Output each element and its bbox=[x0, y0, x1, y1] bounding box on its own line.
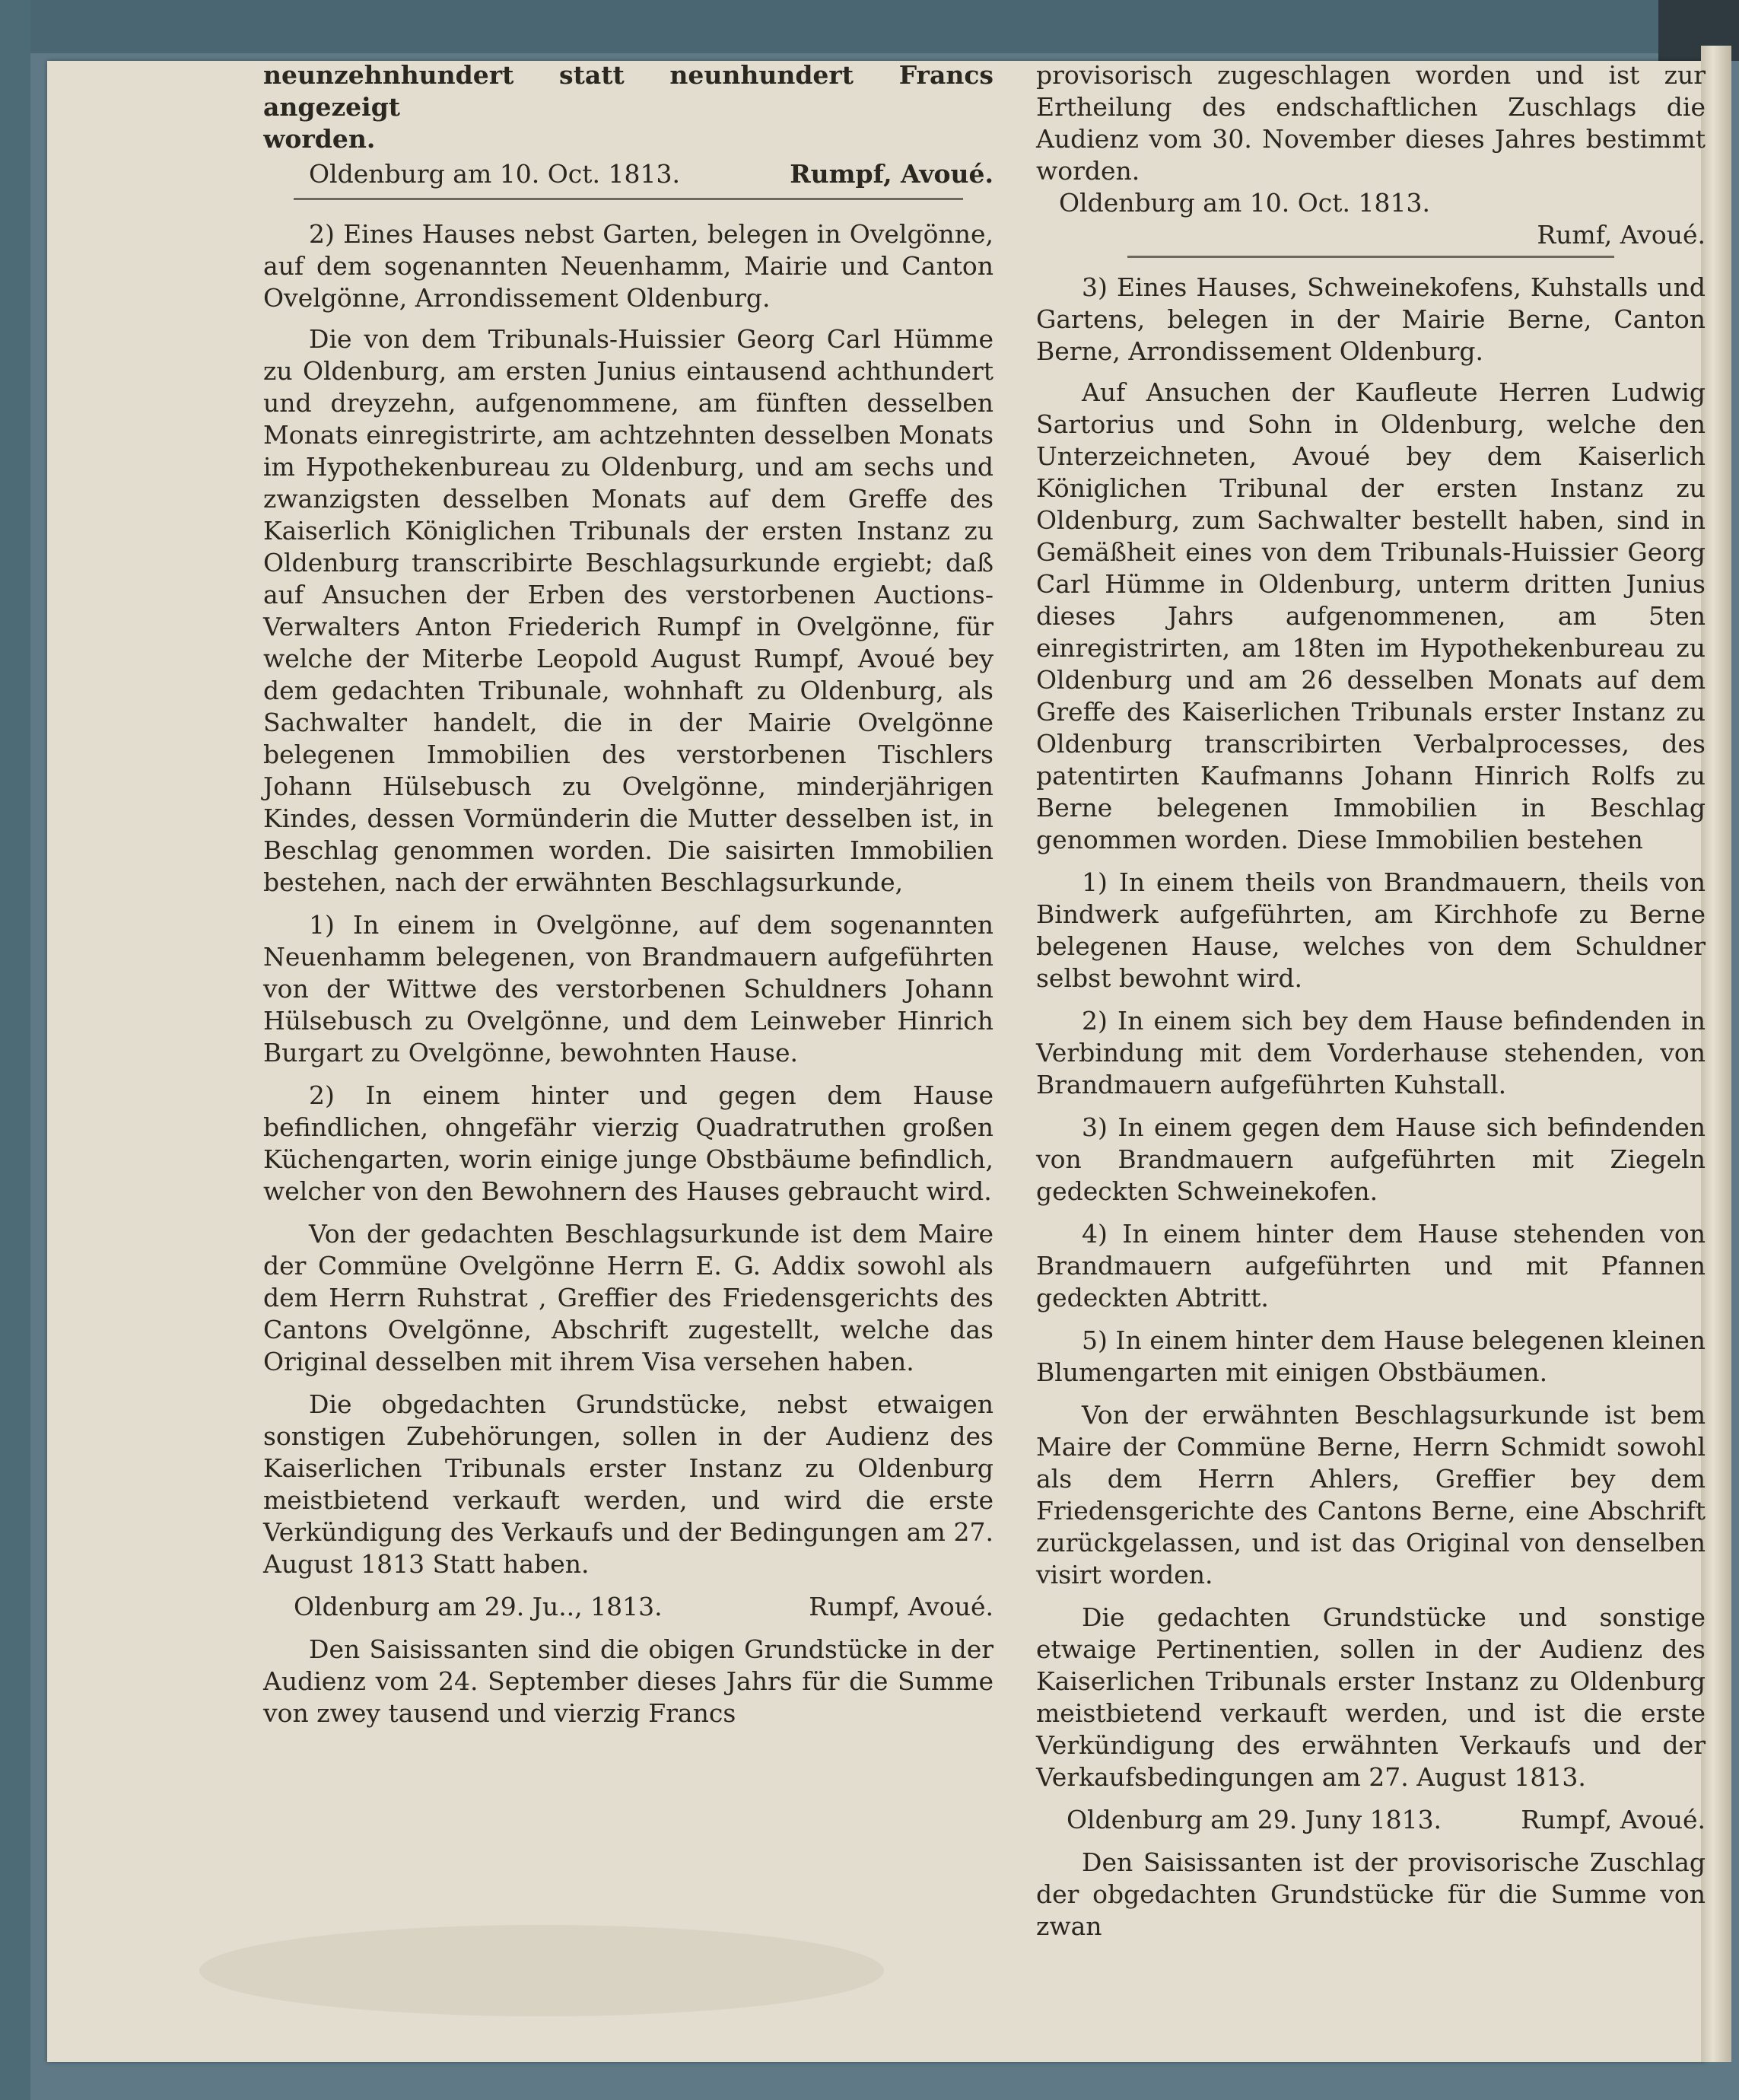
left-signature-2: Rumpf, Avoué. bbox=[809, 1592, 993, 1621]
right-para-5: 4) In einem hinter dem Hause stehenden von Brandmauern aufgeführten und mit Pfannen gedeckten Abtritt. bbox=[1036, 1219, 1706, 1312]
left-para-6: Den Saisissanten sind die obigen Grundstücke in der Audienz vom 24. September dieses Jahrs für die Summe von zwey tausend und vierzig Francs bbox=[263, 1634, 993, 1728]
left-column bbox=[263, 59, 993, 1740]
left-dateline-1 bbox=[263, 158, 993, 190]
left-dateline-2 bbox=[263, 1591, 993, 1623]
left-para-1: Die von dem Tribunals-Huissier Georg Carl Hümme zu Oldenburg, am ersten Junius eintausend achthundert und dreyzehn, aufgenommene, am fünften desselben Monats einregistrirte, am achtzehnten desselben Monats im Hypothekenbureau zu Oldenburg, und am sechs und zwanzigsten desselben Monats auf dem Greffe des Kaiserlich Königlichen Tribunals der ersten Instanz zu Oldenburg transcribirte Beschlagsurkunde ergiebt; daß auf Ansuchen der Erben des verstorbenen Auctions-Verwalters Anton Friederich Rumpf in Ovelgönne, für welche der Miterbe Leopold August Rumpf, Avoué bey dem gedachten Tribunale, wohnhaft zu Oldenburg, als Sachwalter handelt, die in der Mairie Ovelgönne belegenen Immobilien des verstorbenen Tischlers Johann Hülsebusch zu Ovelgönne, minderjährigen Kindes, dessen Vormünderin die Mutter desselben ist, in Beschlag genommen worden. Die saisirten Immobilien bestehen, nach der erwähnten Beschlagsurkunde, bbox=[263, 324, 993, 897]
left-top-line1: neunzehnhundert statt neunhundert Francs angezeigt bbox=[263, 60, 993, 122]
left-para-4: Von der gedachten Beschlagsurkunde ist dem Maire der Commüne Ovelgönne Herrn E. G. Addix sowohl als dem Herrn Ruhstrat , Greffier des Friedensgerichts des Cantons Ovelgönne, Abschrift zugestellt, welche das Original desselben mit ihrem Visa versehen haben. bbox=[263, 1219, 993, 1376]
page-fold bbox=[1701, 46, 1731, 2062]
paper-stain bbox=[199, 1925, 884, 2016]
right-item3-title: 3) Eines Hauses, Schweinekofens, Kuhstalls und Gartens, belegen in der Mairie Berne, Canton Berne, Arrondissement Oldenburg. bbox=[1036, 272, 1706, 366]
right-signature-1: Rumf, Avoué. bbox=[1537, 220, 1706, 250]
left-date-2: Oldenburg am 29. Ju.., 1813. bbox=[294, 1592, 663, 1621]
background-left bbox=[0, 0, 30, 2100]
left-item2-title: 2) Eines Hauses nebst Garten, belegen in Ovelgönne, auf dem sogenannten Neuenhamm, Mairie und Canton Ovelgönne, Arrondissement Oldenburg. bbox=[263, 219, 993, 313]
right-top-para: provisorisch zugeschlagen worden und ist zur Ertheilung des endschaftlichen Zuschlags die Audienz vom 30. November dieses Jahres bestimmt worden. bbox=[1036, 60, 1706, 186]
right-signature-2: Rumpf, Avoué. bbox=[1521, 1805, 1706, 1834]
right-para-7: Von der erwähnten Beschlagsurkunde ist bem Maire der Commüne Berne, Herrn Schmidt sowohl als dem Herrn Ahlers, Greffier bey dem Friedensgerichte des Cantons Berne, eine Abschrift zurückgelassen, und ist das Original von denselben visirt worden. bbox=[1036, 1400, 1706, 1589]
right-column bbox=[1036, 59, 1706, 1953]
right-para-6: 5) In einem hinter dem Hause belegenen kleinen Blumengarten mit einigen Obstbäumen. bbox=[1036, 1325, 1706, 1387]
left-date-1: Oldenburg am 10. Oct. 1813. bbox=[309, 159, 680, 189]
right-date-1: Oldenburg am 10. Oct. 1813. bbox=[1059, 188, 1430, 218]
left-signature-1: Rumpf, Avoué. bbox=[790, 159, 993, 189]
right-date-2: Oldenburg am 29. Juny 1813. bbox=[1067, 1805, 1442, 1834]
right-para-2: 1) In einem theils von Brandmauern, theils von Bindwerk aufgeführten, am Kirchhofe zu Berne belegenen Hause, welches von dem Schuldner selbst bewohnt wird. bbox=[1036, 867, 1706, 993]
left-para-2: 1) In einem in Ovelgönne, auf dem sogenannten Neuenhamm belegenen, von Brandmauern aufgeführten von der Wittwe des verstorbenen Schuldners Johann Hülsebusch zu Ovelgönne, und dem Leinweber Hinrich Burgart zu Ovelgönne, bewohnten Hause. bbox=[263, 910, 993, 1068]
right-para-1: Auf Ansuchen der Kaufleute Herren Ludwig Sartorius und Sohn in Oldenburg, welche den Unterzeichneten, Avoué bey dem Kaiserlich Königlichen Tribunal der ersten Instanz zu Oldenburg, zum Sachwalter bestellt haben, sind in Gemäßheit eines von dem Tribunals-Huissier Georg Carl Hümme in Oldenburg, unterm dritten Junius dieses Jahrs aufgenommenen, am 5ten einregistrirten, am 18ten im Hypothekenbureau zu Oldenburg und am 26 desselben Monats auf dem Greffe des Kaiserlichen Tribunals erster Instanz zu Oldenburg transcribirten Verbalprocesses, des patentirten Kaufmanns Johann Hinrich Rolfs zu Berne belegenen Immobilien in Beschlag genommen worden. Diese Immobilien bestehen bbox=[1036, 377, 1706, 854]
left-top-line2: worden. bbox=[263, 124, 376, 154]
right-para-9: Den Saisissanten ist der provisorische Zuschlag der obgedachten Grundstücke für die Summe von zwan bbox=[1036, 1847, 1706, 1941]
section-divider-right bbox=[1127, 256, 1614, 258]
right-para-3: 2) In einem sich bey dem Hause befindenden in Verbindung mit dem Vorderhause stehenden, von Brandmauern aufgeführten Kuhstall. bbox=[1036, 1006, 1706, 1099]
background-top bbox=[0, 0, 1739, 53]
left-para-3: 2) In einem hinter und gegen dem Hause befindlichen, ohngefähr vierzig Quadratruthen großen Küchengarten, worin einige junge Obstbäume befindlich, welcher von den Bewohnern des Hauses gebraucht wird. bbox=[263, 1080, 993, 1206]
right-para-8: Die gedachten Grundstücke und sonstige etwaige Pertinentien, sollen in der Audienz des Kaiserlichen Tribunals erster Instanz zu Oldenburg meistbietend verkauft werden, und ist die erste Verkündigung des erwähnten Verkaufs und der Verkaufsbedingungen am 27. August 1813. bbox=[1036, 1602, 1706, 1792]
section-divider bbox=[294, 198, 963, 200]
left-para-5: Die obgedachten Grundstücke, nebst etwaigen sonstigen Zubehörungen, sollen in der Audienz des Kaiserlichen Tribunals erster Instanz zu Oldenburg meistbietend verkauft werden, und wird die erste Verkündigung des Verkaufs und der Bedingungen am 27. August 1813 Statt haben. bbox=[263, 1389, 993, 1579]
right-dateline-2 bbox=[1036, 1804, 1706, 1836]
right-para-4: 3) In einem gegen dem Hause sich befindenden von Brandmauern aufgeführten mit Ziegeln gedeckten Schweinekofen. bbox=[1036, 1112, 1706, 1206]
